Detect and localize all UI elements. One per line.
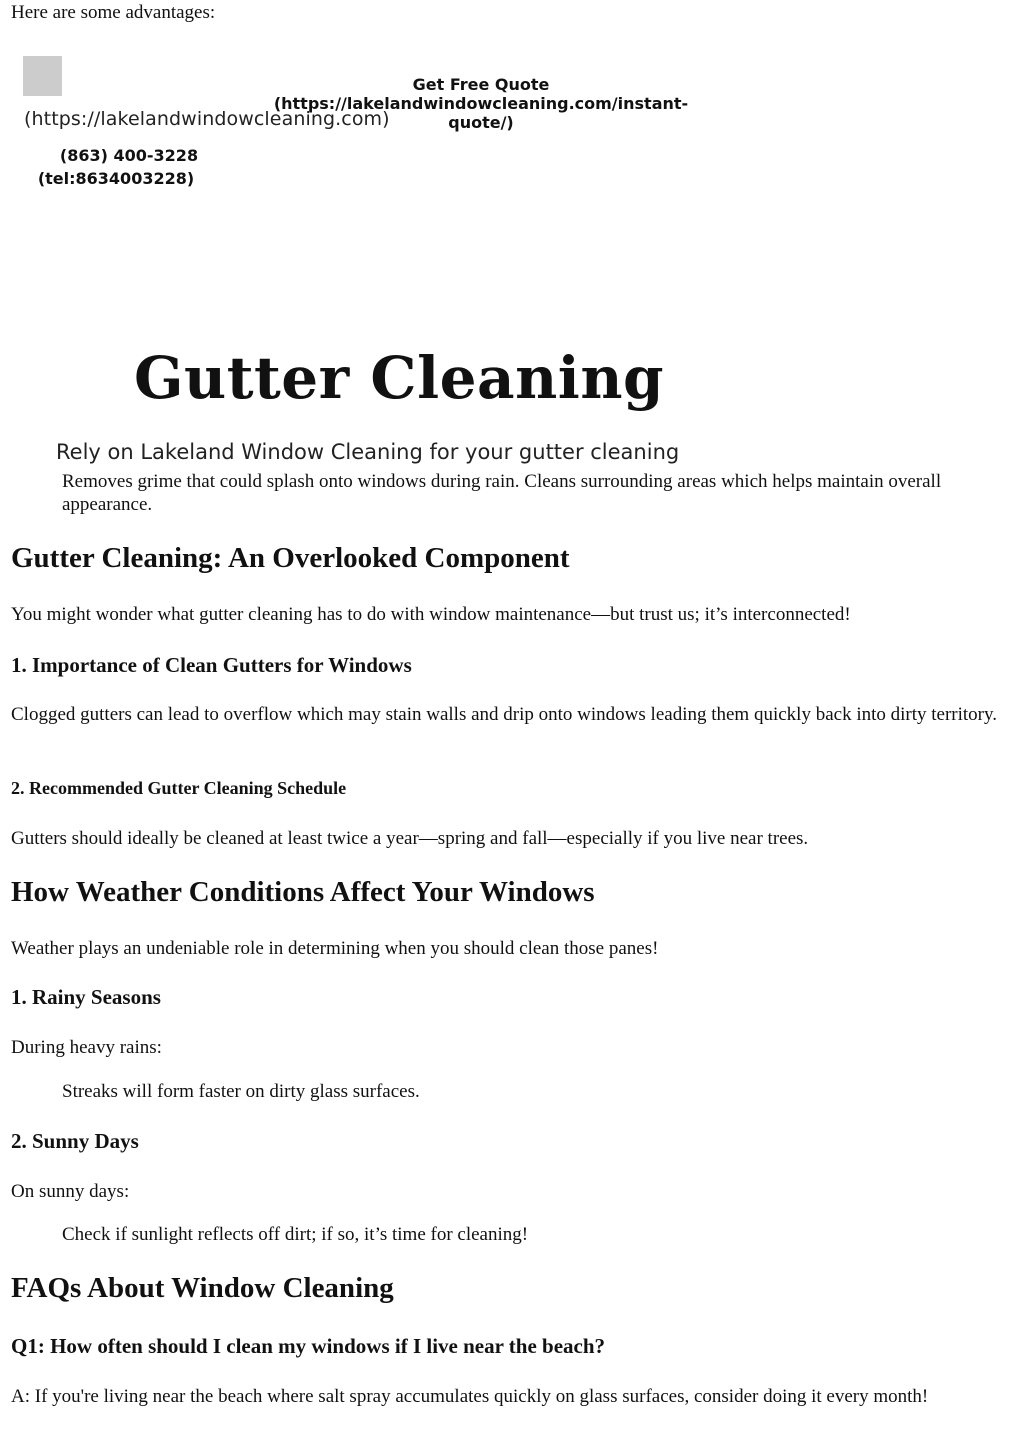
- quote-button-label[interactable]: Get Free Quote: [412, 75, 550, 94]
- rainy-intro: During heavy rains:: [11, 1037, 162, 1058]
- faq-answer-1: A: If you're living near the beach where salt spray accumulates quickly on glass surfaces, consider doing it every month!: [11, 1386, 929, 1407]
- phone-link[interactable]: (tel:8634003228): [37, 169, 195, 188]
- faq-question-1: Q1: How often should I clean my windows if I live near the beach?: [11, 1334, 606, 1358]
- sunny-intro: On sunny days:: [11, 1181, 130, 1202]
- weather-intro: Weather plays an undeniable role in determining when you should clean those panes!: [11, 938, 659, 959]
- advantages-text: Removes grime that could splash onto windows during rain. Cleans surrounding areas which helps maintain overall appearance.: [62, 471, 942, 515]
- sunny-item: Check if sunlight reflects off dirt; if so, it’s time for cleaning!: [62, 1224, 529, 1245]
- intro-text: Here are some advantages:: [11, 2, 216, 23]
- home-link[interactable]: (https://lakelandwindowcleaning.com): [24, 108, 390, 130]
- importance-heading: 1. Importance of Clean Gutters for Windows: [11, 653, 412, 677]
- logo-image[interactable]: [23, 56, 62, 96]
- rainy-item: Streaks will form faster on dirty glass surfaces.: [62, 1081, 420, 1102]
- hero-subtitle: Rely on Lakeland Window Cleaning for your gutter cleaning: [56, 440, 680, 464]
- gutter-heading: Gutter Cleaning: An Overlooked Component: [11, 542, 570, 574]
- weather-heading: How Weather Conditions Affect Your Windows: [11, 876, 595, 908]
- rainy-heading: 1. Rainy Seasons: [11, 985, 161, 1009]
- quote-link[interactable]: (https://lakelandwindowcleaning.com/instant-quote/): [273, 94, 689, 132]
- faq-heading: FAQs About Window Cleaning: [11, 1272, 394, 1304]
- schedule-heading: 2. Recommended Gutter Cleaning Schedule: [11, 778, 347, 798]
- phone-number[interactable]: (863) 400-3228: [59, 146, 199, 165]
- gutter-intro: You might wonder what gutter cleaning has to do with window maintenance—but trust us; it’s interconnected!: [11, 604, 851, 625]
- schedule-text: Gutters should ideally be cleaned at least twice a year—spring and fall—especially if you live near trees.: [11, 828, 809, 849]
- sunny-heading: 2. Sunny Days: [11, 1129, 139, 1153]
- hero-subtitle-clip: [56, 440, 956, 464]
- hero-title: Gutter Cleaning: [134, 344, 665, 412]
- importance-text: Clogged gutters can lead to overflow which may stain walls and drip onto windows leading them quickly back into dirty territory.: [11, 704, 998, 725]
